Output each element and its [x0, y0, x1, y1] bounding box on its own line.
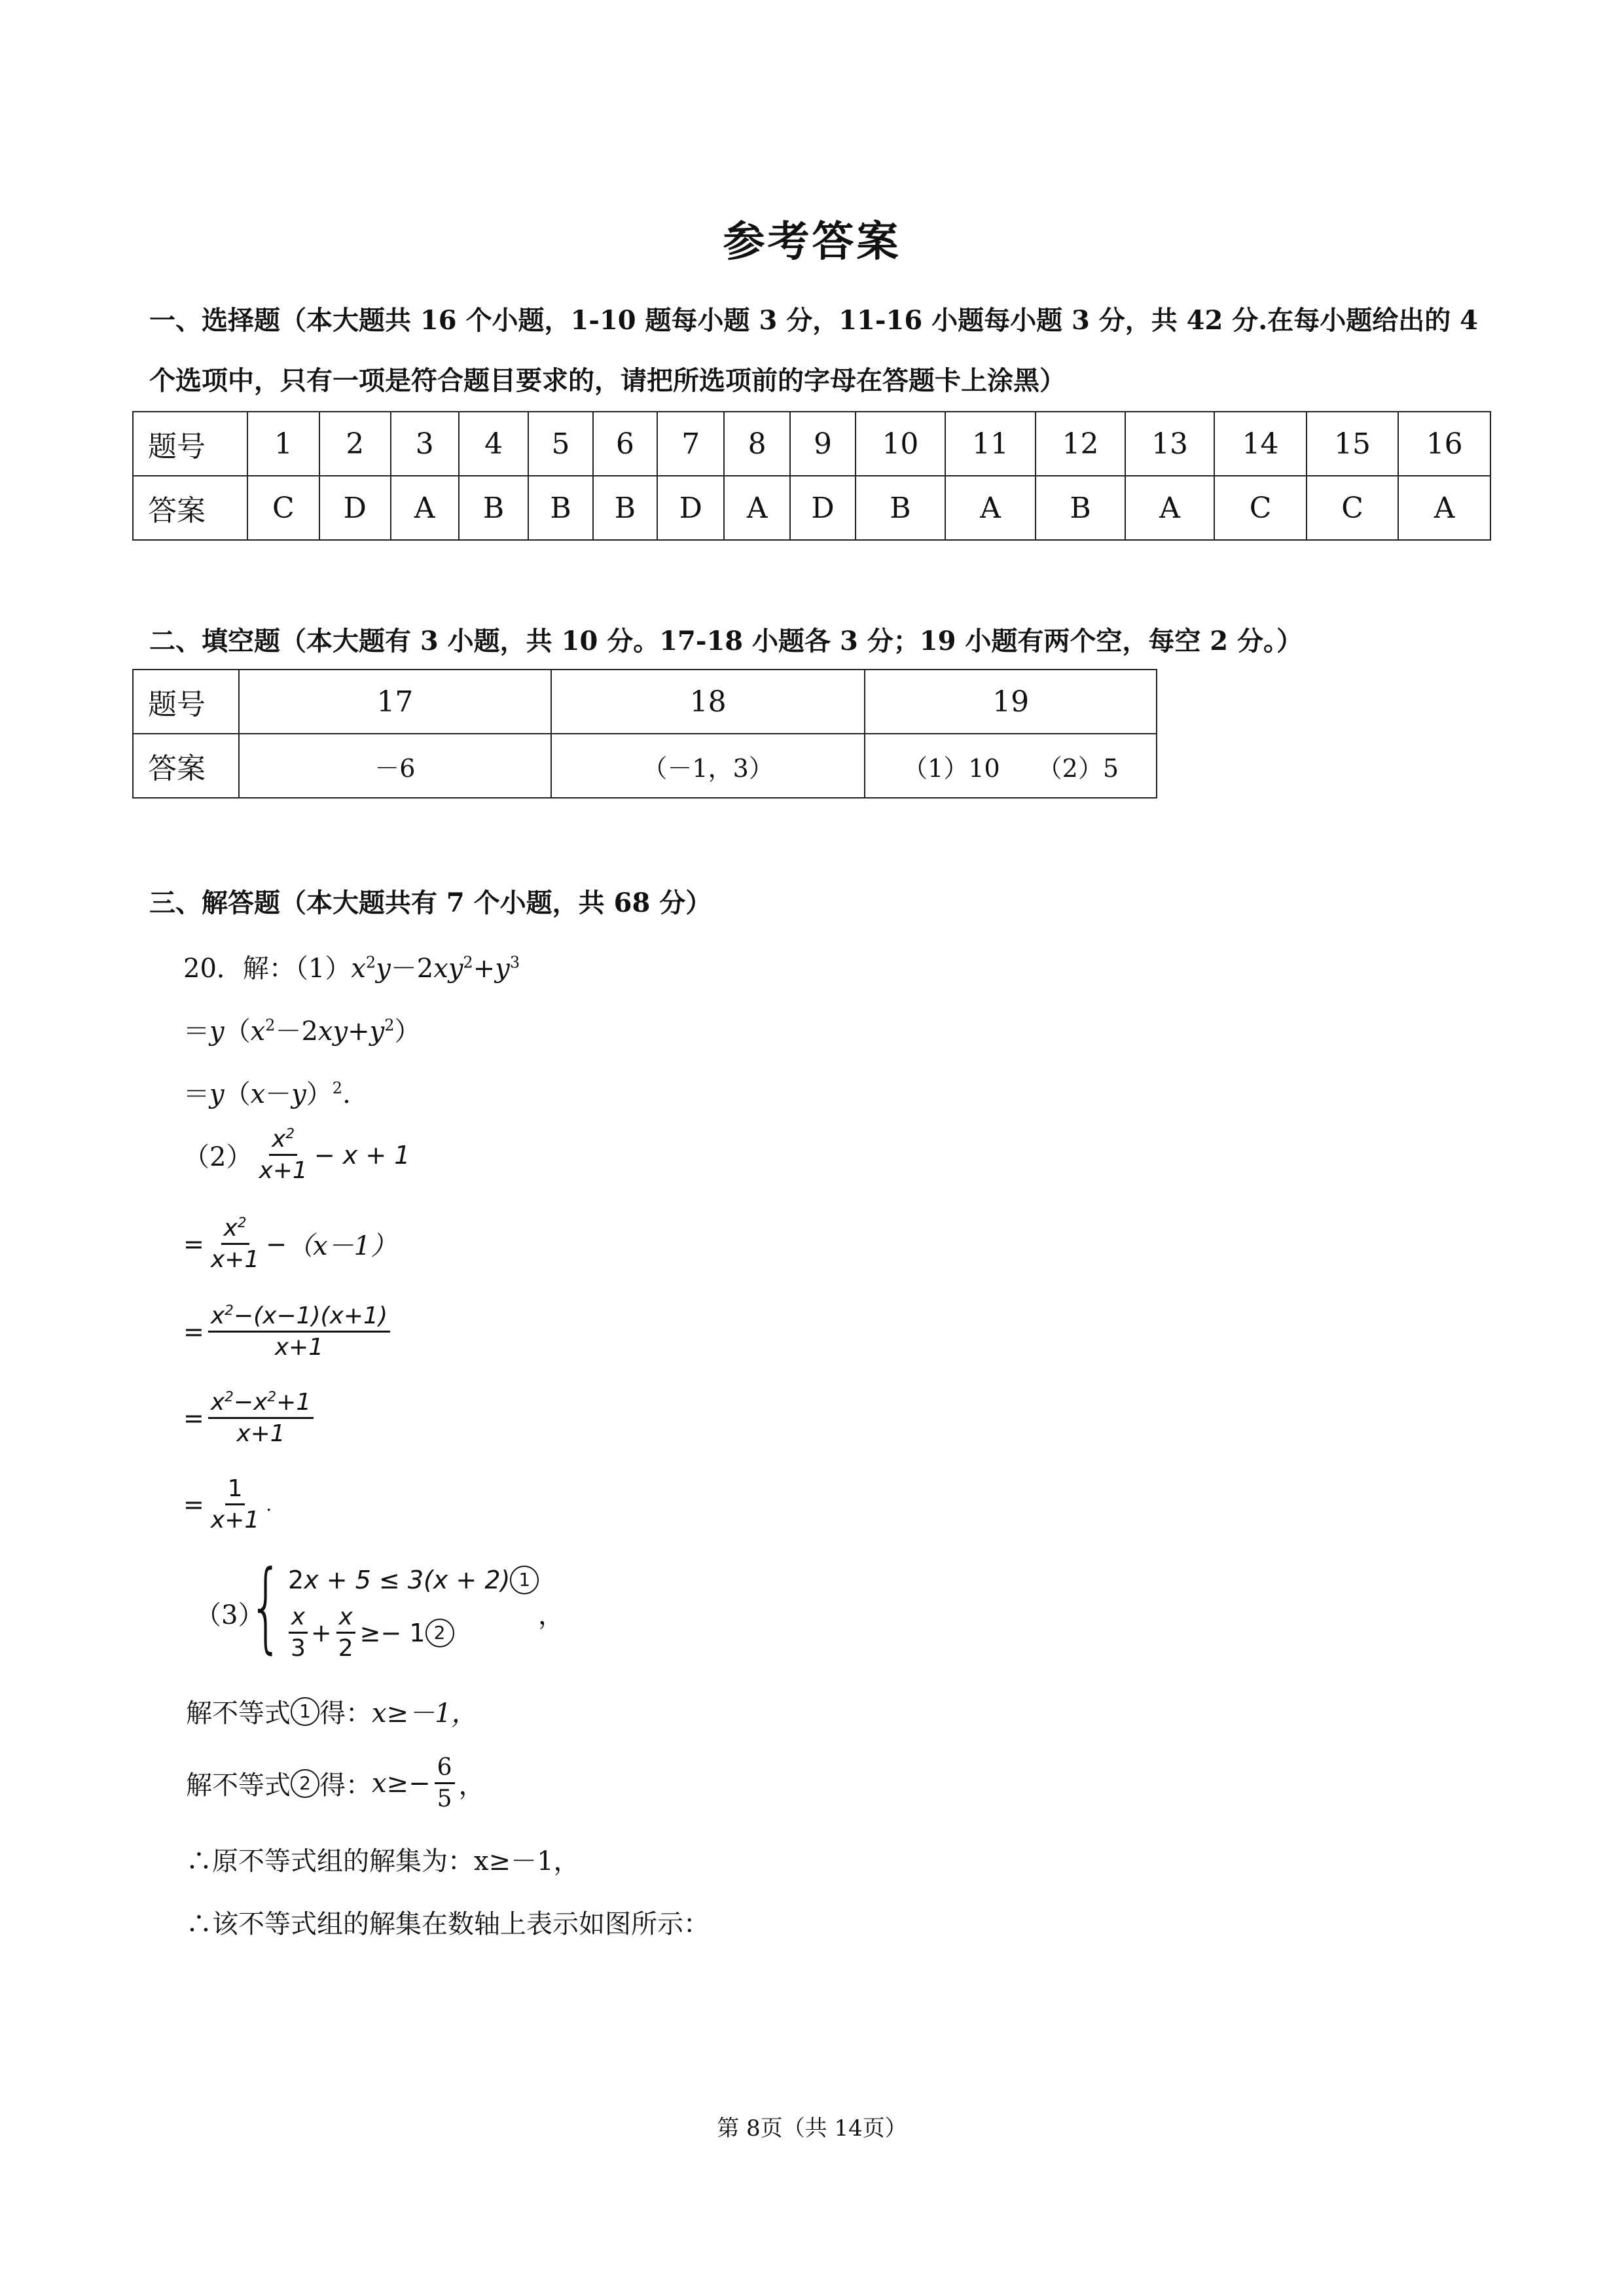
table-cell-number: 4	[459, 412, 528, 476]
table-cell-number: 11	[945, 412, 1036, 476]
solution-ineq1	[186, 1693, 478, 1730]
q20-part1-expression: 20．解：$(1)x^2y-2xy^2+y^3$	[183, 953, 520, 984]
table-cell-number: 14	[1214, 412, 1307, 476]
table-cell-number: 12	[1036, 412, 1125, 476]
table-cell-number: 9	[790, 412, 856, 476]
q20-step: = $\frac{x^2}{x+1}$ − （x－1）	[183, 1215, 397, 1273]
row-label-answer: 答案	[133, 734, 239, 798]
solution-tail: ，	[458, 1770, 485, 1801]
table-cell-answer: A	[724, 476, 789, 540]
inequality-2: $\frac{x}{3}$ + $\frac{x}{2}$ ≥− 1 2	[288, 1604, 454, 1662]
table-cell-answer: D	[790, 476, 856, 540]
q20-step: = $\frac{x^2-(x-1)(x+1)}{x+1}$	[183, 1302, 394, 1361]
row-label-number: 题号	[133, 670, 239, 734]
table-cell-answer: B	[1036, 476, 1125, 540]
table-cell-number: 3	[391, 412, 459, 476]
solution-var: x≥−	[372, 1768, 431, 1799]
table-cell-number: 17	[239, 670, 551, 734]
table-cell-answer: （－1，3）	[551, 734, 865, 798]
table-row-answers	[133, 734, 1157, 798]
table-cell-answer: －6	[239, 734, 551, 798]
table-cell-answer: B	[856, 476, 945, 540]
table-cell-number: 16	[1398, 412, 1490, 476]
minus-paren: （x－1）	[287, 1231, 397, 1261]
table-cell-answer: B	[528, 476, 592, 540]
circled-number: 2	[291, 1769, 319, 1798]
page-footer: 第 8页（共 14页）	[717, 2115, 907, 2142]
table-cell-answer: C	[1214, 476, 1307, 540]
solution-result: x≥－1，	[372, 1698, 478, 1729]
solution-prefix: 解不等式	[186, 1770, 291, 1801]
row-label-number: 题号	[133, 412, 247, 476]
table-cell-number: 19	[865, 670, 1157, 734]
table-cell-number: 5	[528, 412, 592, 476]
q20-label: 20．解：（1）	[183, 954, 352, 984]
fraction-denominator: 5	[437, 1785, 452, 1812]
table-cell-number: 6	[593, 412, 657, 476]
q20-step: $=y(x^2-2xy+y^2)$	[183, 1016, 421, 1047]
solution-text: 得：	[319, 1698, 372, 1729]
table-cell-answer: B	[593, 476, 657, 540]
table-cell-number: 15	[1307, 412, 1399, 476]
table-row-numbers	[133, 670, 1157, 734]
page-title: 参考答案	[723, 217, 901, 266]
q20-step: $=y(x-y)^2$.	[183, 1079, 351, 1109]
part2-label: （2）	[183, 1142, 253, 1172]
table-cell-answer: D	[657, 476, 724, 540]
table-row-numbers	[133, 412, 1490, 476]
table-cell-answer: A	[1398, 476, 1490, 540]
table-cell-answer: B	[459, 476, 528, 540]
q20-step: = $\frac{1}{x+1}$ .	[183, 1475, 272, 1534]
table-cell-number: 10	[856, 412, 945, 476]
table-cell-answer: C	[247, 476, 319, 540]
table-cell-number: 8	[724, 412, 789, 476]
solution-text: 得：	[319, 1770, 372, 1801]
table-cell-answer: C	[1307, 476, 1399, 540]
table-cell-answer: A	[1125, 476, 1215, 540]
table-cell-number: 7	[657, 412, 724, 476]
fraction-numerator: 6	[435, 1754, 455, 1784]
part3-label: （3）	[195, 1600, 264, 1630]
section3-heading: 三、解答题（本大题共有 7 个小题，共 68 分）	[149, 888, 712, 918]
table-cell-number: 1	[247, 412, 319, 476]
table-cell-number: 18	[551, 670, 865, 734]
table-row-answers	[133, 476, 1490, 540]
section2-heading: 二、填空题（本大题有 3 小题，共 10 分。17-18 小题各 3 分；19 小题有两个空，每空 2 分。）	[149, 626, 1303, 656]
row-label-answer: 答案	[133, 476, 247, 540]
table-cell-answer: （1）10 （2）5	[865, 734, 1157, 798]
choice-answer-table	[132, 411, 1491, 541]
table-cell-number: 13	[1125, 412, 1215, 476]
table-cell-answer: A	[945, 476, 1036, 540]
table-cell-answer: D	[319, 476, 390, 540]
section1-heading-line1: 一、选择题（本大题共 16 个小题，1-10 题每小题 3 分，11-16 小题每小题 3 分，共 42 分.在每小题给出的 4	[149, 305, 1478, 336]
fill-answer-table	[132, 669, 1157, 798]
inequality-1: 2 x + 5 ≤ 3(x + 2) 1	[288, 1566, 539, 1594]
numberline-text: ∴该不等式组的解集在数轴上表示如图所示：	[186, 1909, 710, 1939]
solution-ineq2	[186, 1754, 485, 1812]
circled-number: 1	[291, 1697, 319, 1726]
conclusion-text: ∴原不等式组的解集为：x≥－1，	[186, 1846, 580, 1876]
q20-part2-expression: （2） $\frac{x^2}{x+1}$ − x + 1	[183, 1126, 410, 1184]
table-cell-answer: A	[391, 476, 459, 540]
section1-heading-line2: 个选项中，只有一项是符合题目要求的，请把所选项前的字母在答题卡上涂黑）	[149, 365, 1066, 396]
brace-symbol: {	[249, 1550, 283, 1664]
table-cell-number: 2	[319, 412, 390, 476]
solution-prefix: 解不等式	[186, 1698, 291, 1729]
q20-step: = $\frac{x^2-x^2+1}{x+1}$	[183, 1389, 317, 1447]
